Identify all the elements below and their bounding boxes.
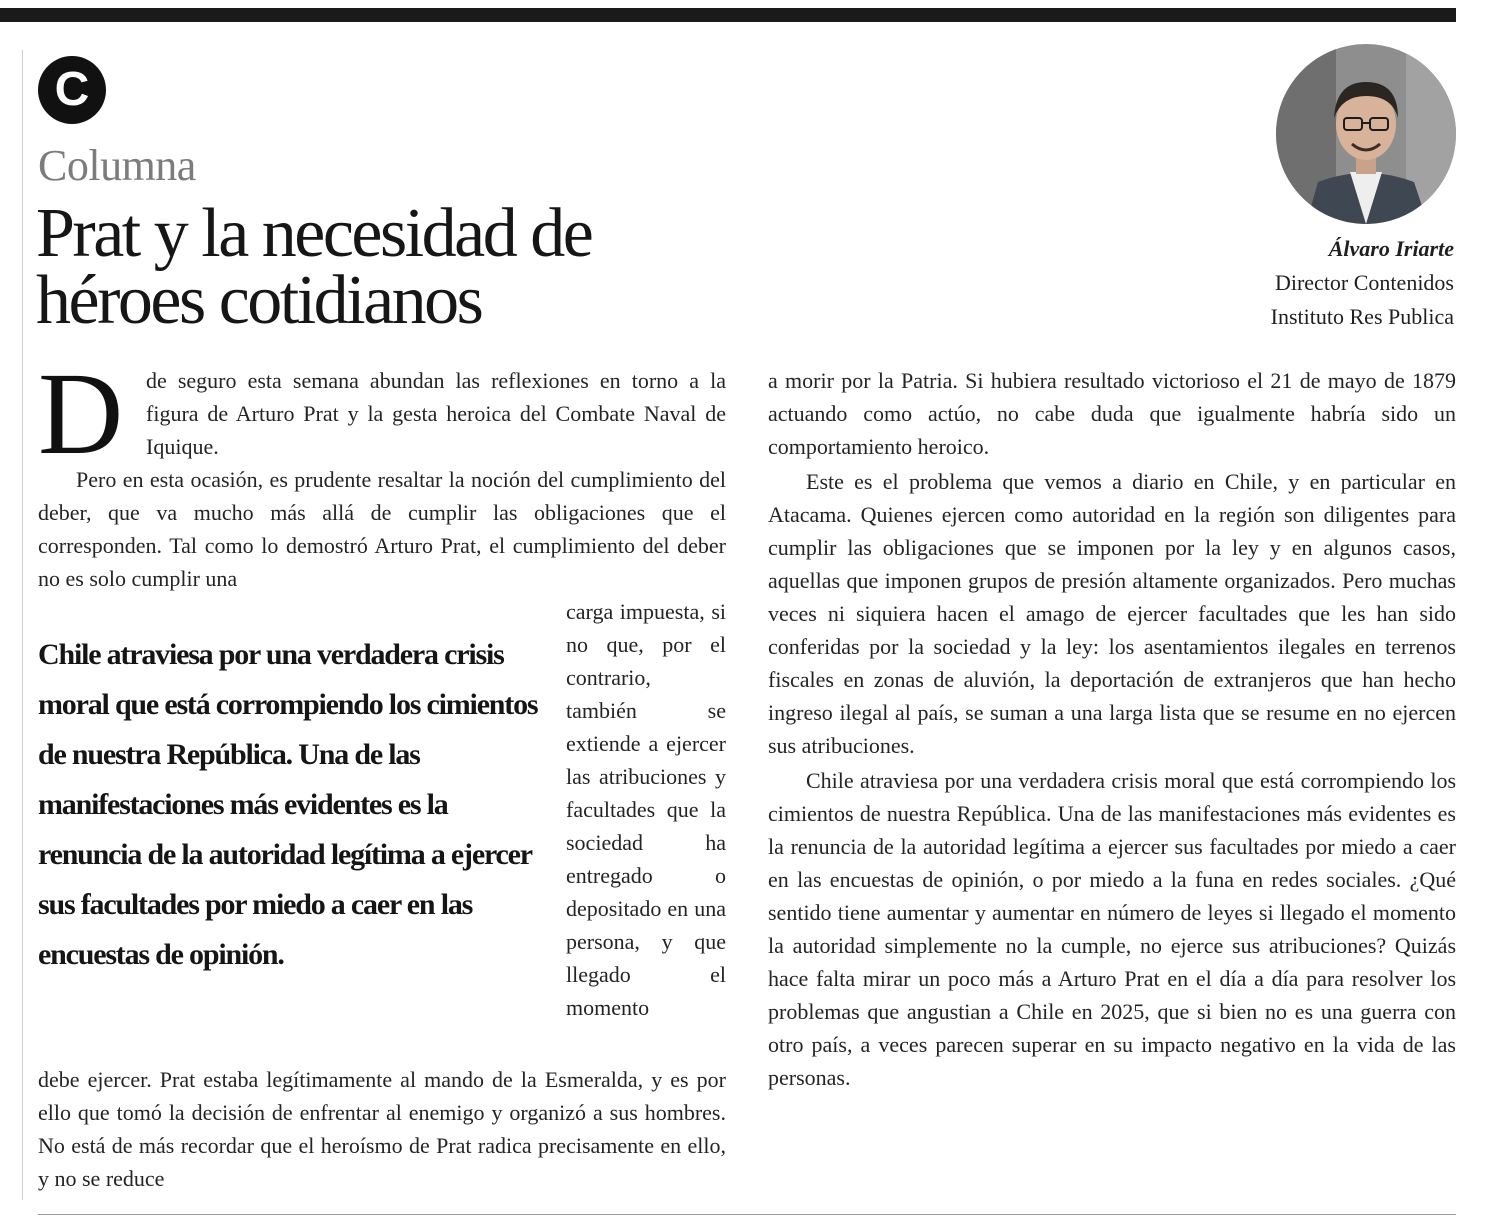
headline-line-1: Prat y la necesidad de [36, 195, 592, 272]
right-column [768, 364, 1456, 1094]
paragraph-2: Este es el problema que vemos a diario en Chile, y en particular en Atacama. Quienes ejercen como autoridad en la región son diligentes para cumplir las obligaciones que se imponen por la ley y en algunos casos, aquellas que imponen grupos de presión altamente organizados. Pero muchas veces ni siquiera hacen el amago de ejercer facultades que les han sido conferidas por la sociedad y la ley: los asentamientos ilegales en terrenos fiscales en zonas de aluvión, la deportación de extranjeros que han hecho ingreso ilegal al país, se suman a una larga lista que se resume en no ejercen sus atribuciones. [768, 469, 1456, 758]
intro-paragraph: de seguro esta semana abundan las reflexiones en torno a la figura de Arturo Prat y la gesta heroica del Combate Naval de Iquique. [146, 368, 726, 459]
author-name: Álvaro Iriarte [1328, 236, 1454, 261]
author-portrait-icon [1276, 44, 1456, 224]
pull-quote: Chile atraviesa por una verdadera crisis moral que está corrompiendo los cimientos de nuestra República. Una de las manifestaciones más evidentes es la renuncia de la autoridad legítima a ejercer sus facultades por miedo a caer en las encuestas de opinión. [38, 638, 538, 971]
paragraph-1-right: a morir por la Patria. Si hubiera resultado victorioso el 21 de mayo de 1879 actuando como actúo, no cabe duda que igualmente habría sido un comportamiento heroico. [768, 368, 1456, 459]
paragraph-1-continued: debe ejercer. Prat estaba legítimamente al mando de la Esmeralda, y es por ello que tomó la decisión de enfrentar al enemigo y organizó a sus hombres. No está de más recordar que el heroísmo de Prat radica precisamente en ello, y no se reduce [38, 1067, 726, 1191]
left-column-rule [22, 50, 23, 1200]
headline-line-2: héroes cotidianos [36, 262, 482, 339]
author-organization: Instituto Res Publica [1270, 304, 1454, 329]
paragraph-3: Chile atraviesa por una verdadera crisis moral que está corrompiendo los cimientos de nuestra República. Una de las manifestaciones más evidentes es la renuncia de la autoridad legítima a ejercer sus facultades por miedo a caer en las encuestas de opinión, o por miedo a la funa en redes sociales. ¿Qué sentido tiene aumentar y aumentar en número de leyes si llegado el momento la autoridad simplemente no la cumple, no ejerce sus atribuciones? Quizás hace falta mirar un poco más a Arturo Prat en el día a día para resolver los problemas que angustian a Chile en 2025, que si bien no es una guerra con otro país, a veces parecen superar en su impacto negativo en la vida de las personas. [768, 768, 1456, 1090]
author-byline [1271, 232, 1454, 334]
paragraph-1-wide: Pero en esta ocasión, es prudente resaltar la noción del cumplimiento del deber, que va mucho más allá de cumplir las obligaciones que el corresponden. Tal como lo demostró Arturo Prat, el cumplimiento del deber no es solo cumplir una [38, 467, 726, 591]
paragraph-1-narrow: carga impuesta, si no que, por el contrario, también se extiende a ejercer las atribuciones y facultades que la sociedad ha entregado o depositado en una persona, y que llegado el momento [566, 599, 726, 1020]
section-c-icon: C [38, 56, 106, 124]
top-rule [0, 8, 1456, 22]
section-kicker: Columna [38, 141, 196, 190]
headline [36, 195, 756, 339]
author-portrait-svg [1276, 44, 1456, 224]
bottom-rule [38, 1214, 1456, 1215]
drop-cap: D [38, 348, 124, 479]
author-role: Director Contenidos [1274, 270, 1454, 295]
